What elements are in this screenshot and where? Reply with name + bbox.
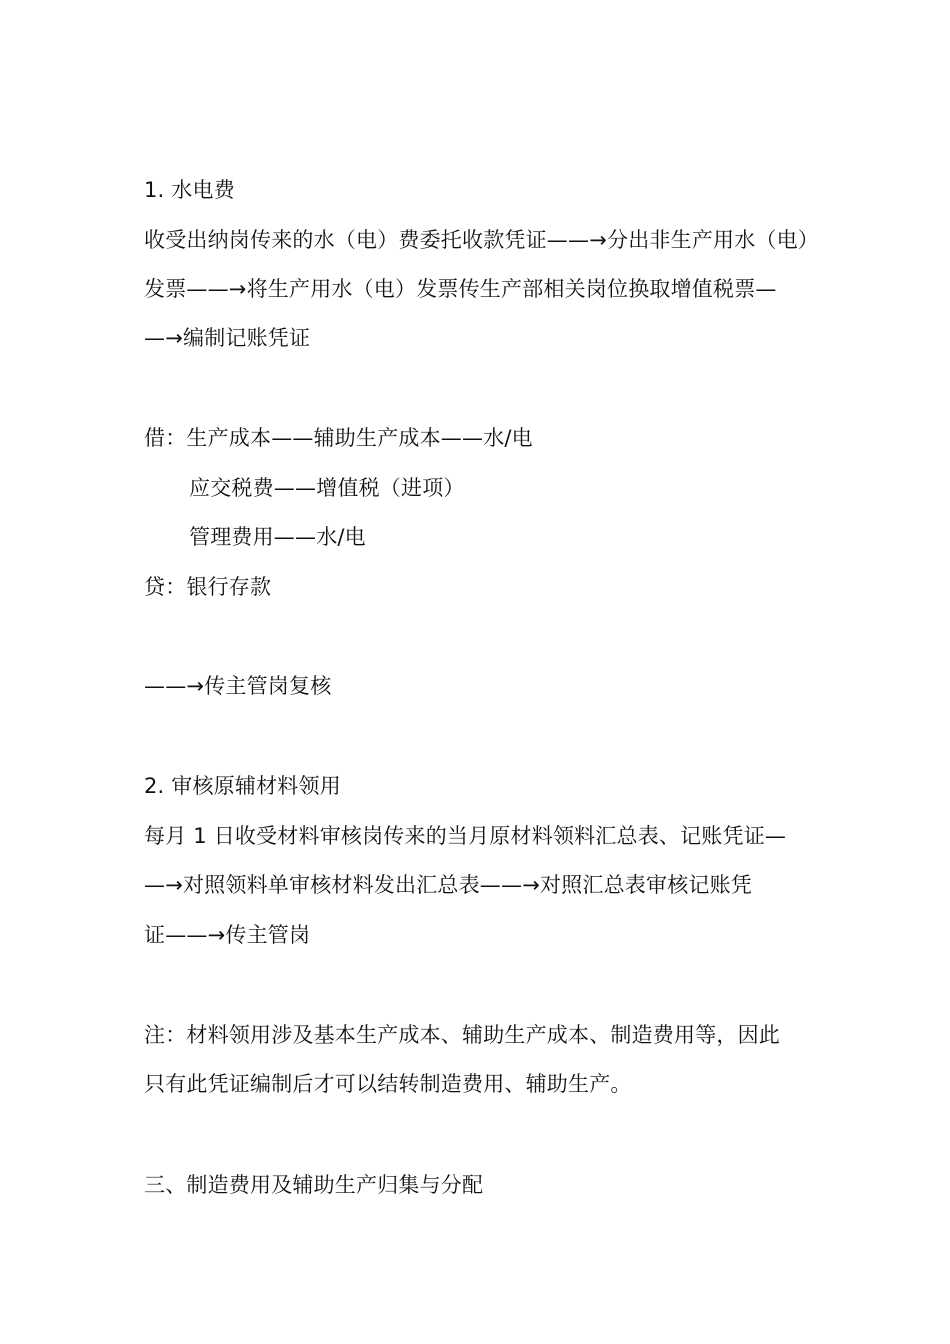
section2-para-line-3: 证——→传主管岗 <box>144 923 311 947</box>
journal-credit-line: 贷：银行存款 <box>144 575 272 599</box>
journal-debit-sub-2: 管理费用——水/电 <box>189 525 366 549</box>
section3-heading: 三、制造费用及辅助生产归集与分配 <box>144 1173 484 1197</box>
section1-para-line-3: —→编制记账凭证 <box>144 326 311 350</box>
section1-heading: 1. 水电费 <box>144 178 235 202</box>
section1-para-line-1: 收受出纳岗传来的水（电）费委托收款凭证——→分出非生产用水（电） <box>144 228 819 252</box>
section2-para-line-2: —→对照领料单审核材料发出汇总表——→对照汇总表审核记账凭 <box>144 873 752 897</box>
section2-heading: 2. 审核原辅材料领用 <box>144 774 341 798</box>
section1-pass-on: ——→传主管岗复核 <box>144 674 332 698</box>
journal-debit-line: 借：生产成本——辅助生产成本——水/电 <box>144 426 533 450</box>
section1-para-line-2: 发票——→将生产用水（电）发票传生产部相关岗位换取增值税票— <box>144 277 777 301</box>
note-line-2: 只有此凭证编制后才可以结转制造费用、辅助生产。 <box>144 1072 632 1096</box>
section2-para-line-1: 每月 1 日收受材料审核岗传来的当月原材料领料汇总表、记账凭证— <box>144 824 787 848</box>
note-line-1: 注：材料领用涉及基本生产成本、辅助生产成本、制造费用等，因此 <box>144 1023 780 1047</box>
journal-debit-sub-1: 应交税费——增值税（进项） <box>189 476 465 500</box>
